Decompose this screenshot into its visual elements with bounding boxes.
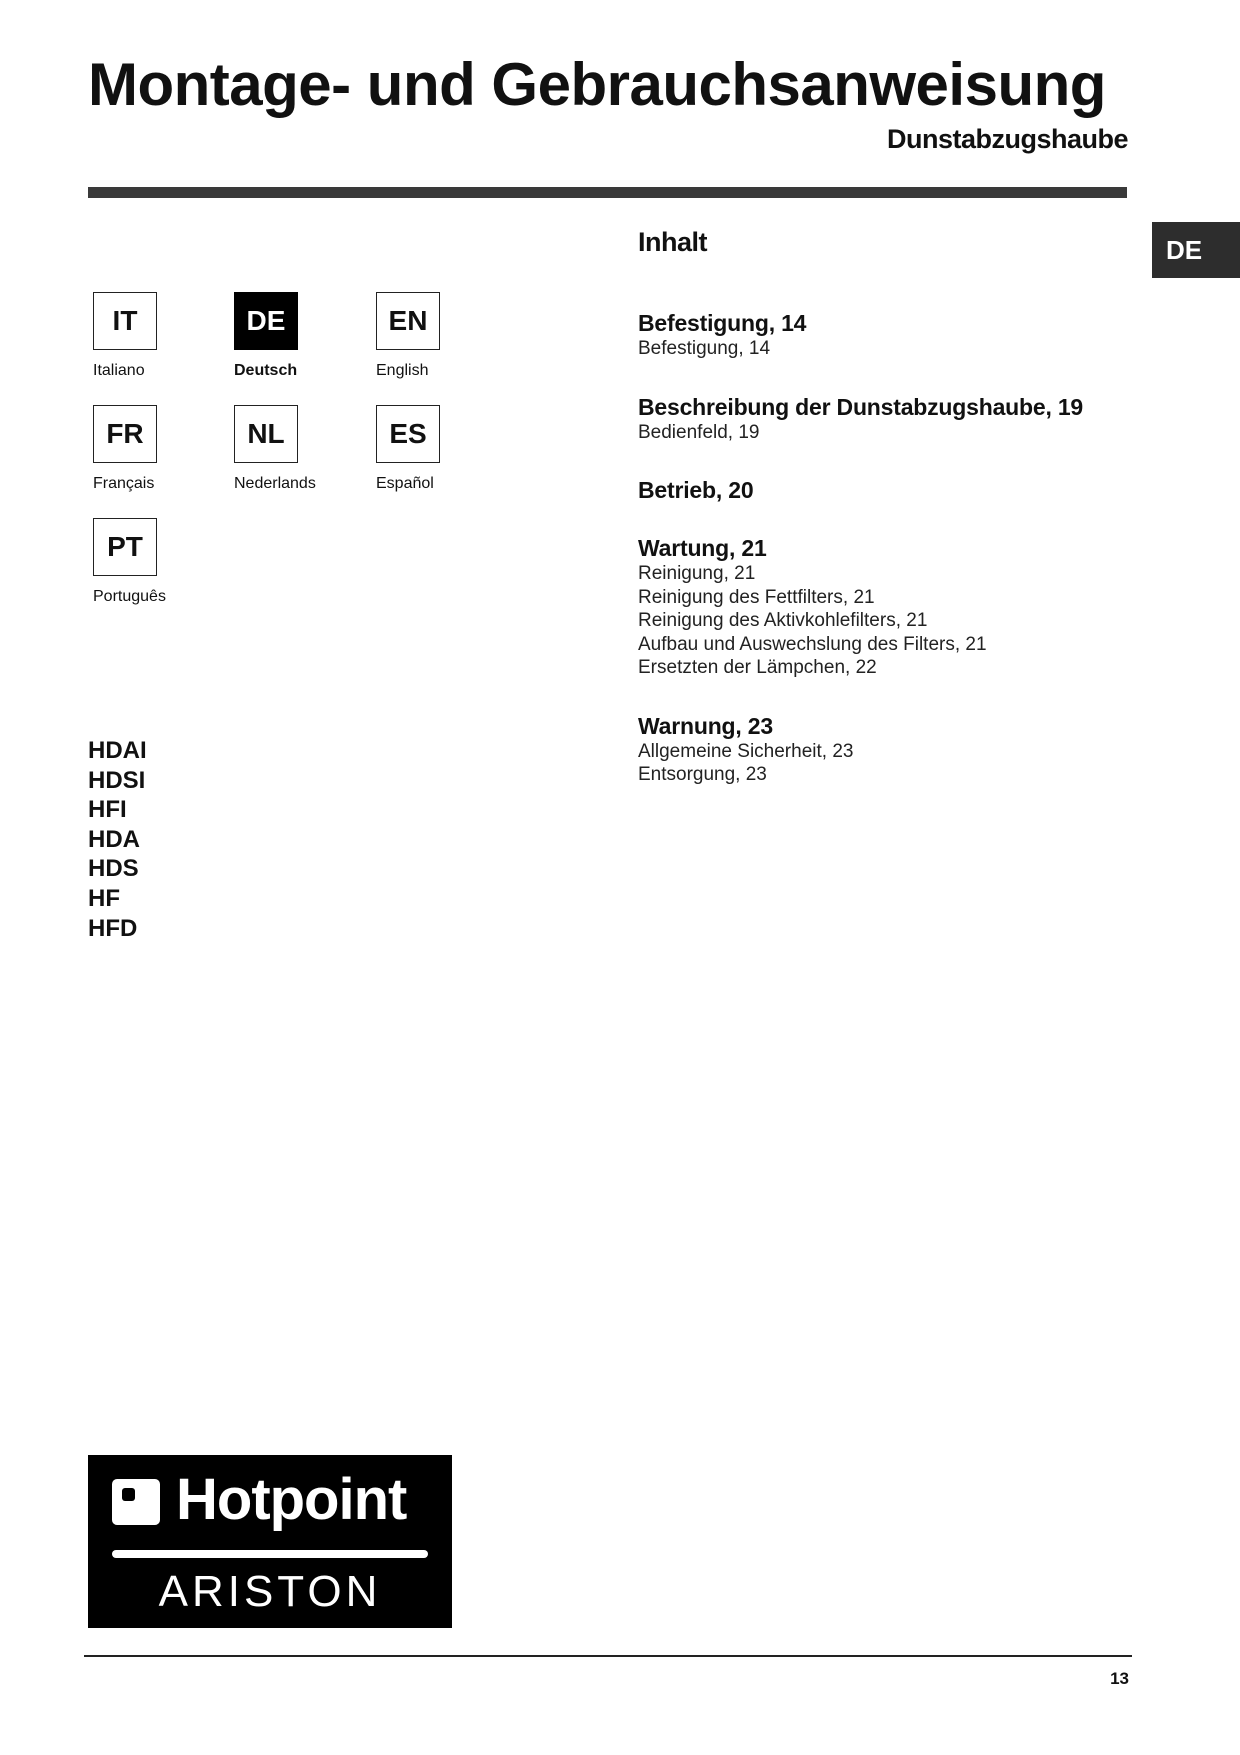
- toc-item: Reinigung des Fettfilters, 21: [638, 586, 875, 608]
- toc-section-betrieb: [638, 476, 1138, 504]
- language-code-box: DE: [234, 292, 298, 350]
- toc-item: Ersetzten der Lämpchen, 22: [638, 657, 877, 678]
- toc-section-wartung: [638, 534, 1138, 680]
- toc-heading: Inhalt: [638, 227, 707, 257]
- toc-item: Befestigung, 14: [638, 338, 771, 359]
- toc-item: Aufbau und Auswechslung des Filters, 21: [638, 633, 987, 655]
- model-list: [88, 736, 147, 943]
- language-en: [376, 292, 516, 380]
- model-item: HFI: [88, 796, 127, 824]
- language-name: Nederlands: [234, 475, 316, 492]
- header-divider: [88, 187, 1127, 198]
- language-name: Italiano: [93, 362, 145, 379]
- language-code-box: PT: [93, 518, 157, 576]
- model-item: HDA: [88, 825, 140, 853]
- language-code-box: IT: [93, 292, 157, 350]
- model-item: HF: [88, 884, 120, 912]
- toc-section-title: Wartung, 21: [638, 535, 767, 561]
- toc-section-beschreibung: [638, 393, 1138, 445]
- toc-item: Bedienfeld, 19: [638, 421, 760, 443]
- language-code-box: NL: [234, 405, 298, 463]
- logo-sub-text: ARISTON: [158, 1567, 382, 1616]
- language-nl: [234, 405, 374, 493]
- language-name: Deutsch: [234, 362, 298, 379]
- hotpoint-ariston-logo: [88, 1455, 452, 1628]
- toc-section-title: Betrieb, 20: [638, 477, 754, 503]
- model-item: HDS: [88, 855, 139, 883]
- language-fr: [93, 405, 233, 493]
- language-side-tab: DE: [1152, 222, 1240, 278]
- language-pt: [93, 518, 233, 606]
- toc-item: Reinigung, 21: [638, 563, 756, 584]
- toc-item: Reinigung des Aktivkohlefilters, 21: [638, 610, 928, 631]
- document-subtitle: Dunstabzugshaube: [886, 124, 1128, 154]
- toc-section-warnung: [638, 712, 1138, 787]
- toc-item: Entsorgung, 23: [638, 764, 767, 785]
- model-item: HFD: [88, 914, 138, 942]
- toc-section-title: Warnung, 23: [638, 712, 773, 739]
- language-name: Español: [376, 475, 434, 492]
- language-es: [376, 405, 516, 493]
- toc-item: Allgemeine Sicherheit, 23: [638, 740, 854, 762]
- model-item: HDAI: [88, 737, 147, 764]
- logo-square-dot: [122, 1488, 135, 1501]
- table-of-contents: [638, 225, 1138, 787]
- language-code-box: FR: [93, 405, 157, 463]
- model-item: HDSI: [88, 766, 146, 794]
- language-name: English: [376, 362, 429, 379]
- language-code-box: EN: [376, 292, 440, 350]
- language-it: [93, 292, 233, 380]
- document-title: Montage- und Gebrauchsanweisung: [88, 51, 1106, 118]
- hotpoint-square-icon: [112, 1479, 160, 1525]
- language-name: Français: [93, 475, 155, 492]
- footer-divider: [84, 1655, 1132, 1657]
- language-name: Português: [93, 588, 166, 605]
- toc-section-befestigung: [638, 309, 1138, 361]
- toc-section-title: Beschreibung der Dunstabzugshaube, 19: [638, 393, 1084, 420]
- language-de: [234, 292, 374, 380]
- logo-divider: [112, 1550, 428, 1558]
- toc-section-title: Befestigung, 14: [638, 310, 807, 336]
- logo-brand-text: Hotpoint: [176, 1467, 407, 1532]
- language-code-box: ES: [376, 405, 440, 463]
- page-number: 13: [1110, 1669, 1129, 1688]
